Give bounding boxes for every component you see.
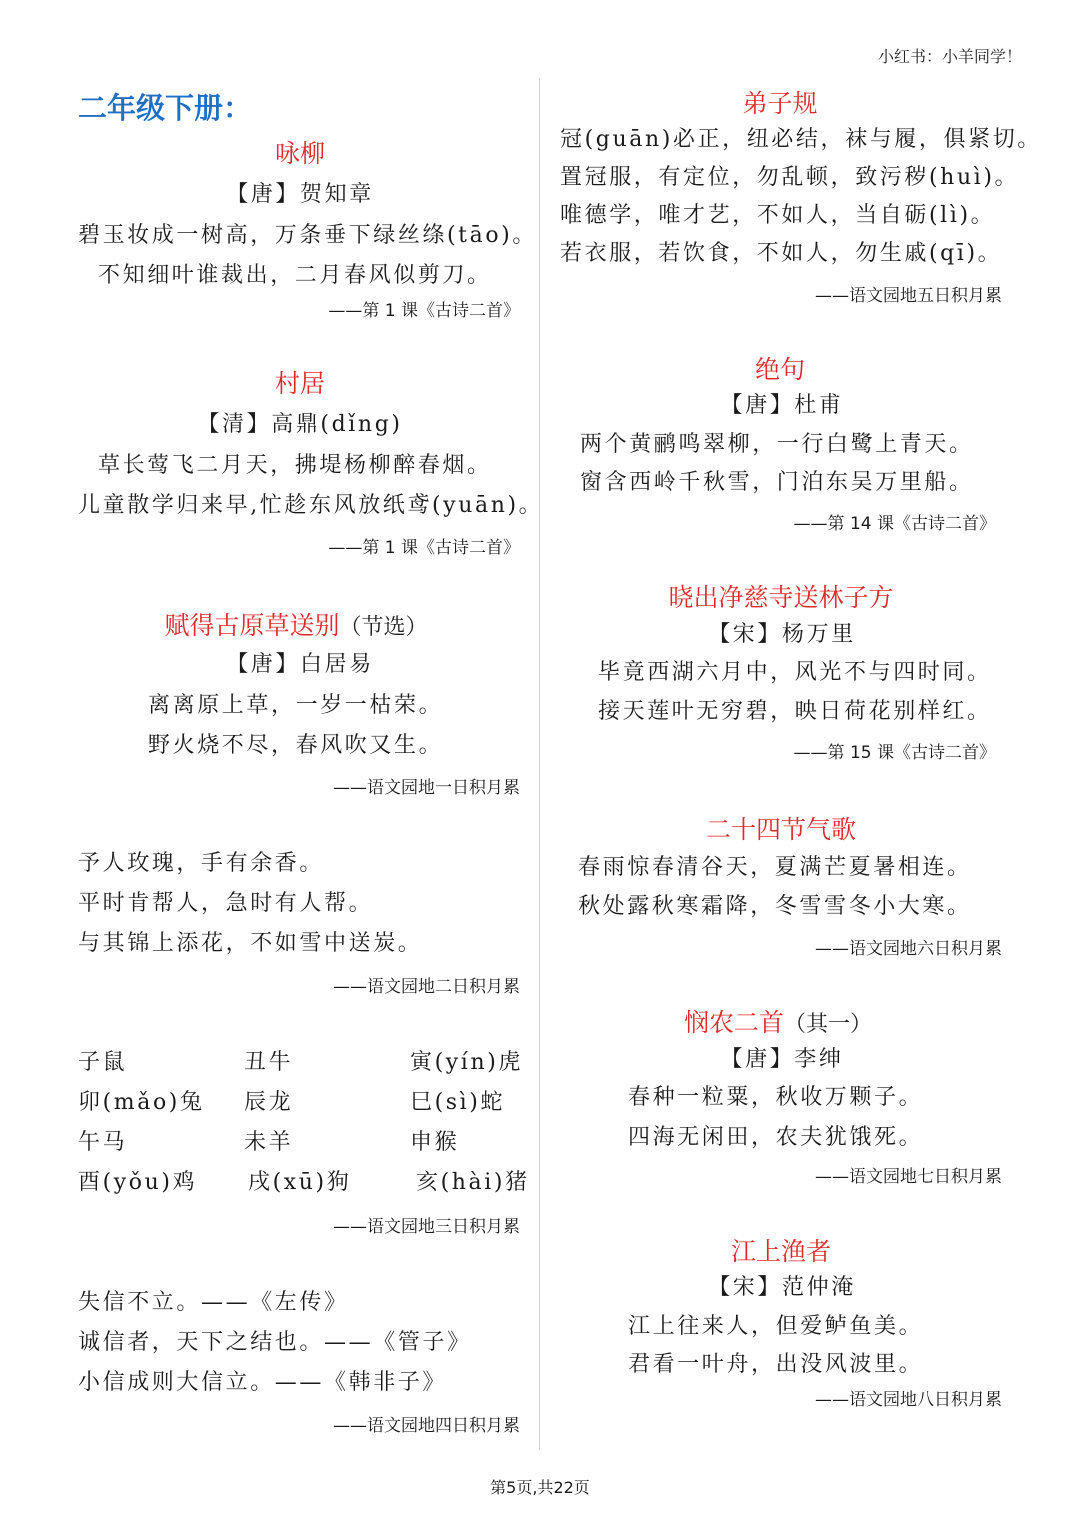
poem-title-suffix: （其一）	[784, 1012, 873, 1037]
poem-line: 离离原上草，一岁一枯荣。	[148, 693, 444, 718]
poem-title-main: 赋得古原草送别	[164, 611, 340, 640]
quote-line: 诚信者，天下之结也。——《管子》	[78, 1330, 472, 1355]
poem-line: 窗含西岭千秋雪，门泊东吴万里船。	[580, 470, 974, 495]
poem-title-suffix: （节选）	[339, 615, 428, 640]
poem-title: 二十四节气歌	[705, 815, 857, 844]
poem-line: 两个黄鹂鸣翠柳，一行白鹭上青天。	[580, 432, 974, 457]
zodiac-cell: 午马	[78, 1130, 128, 1155]
poem-author: 【宋】杨万里	[708, 622, 856, 647]
poem-author: 【清】高鼎(dǐng)	[197, 412, 403, 437]
source-note: ——语文园地六日积月累	[815, 939, 1002, 959]
zodiac-cell: 申猴	[410, 1130, 460, 1155]
poem-title: 村居	[274, 369, 326, 398]
zodiac-cell: 未羊	[244, 1130, 294, 1155]
poem-line: 毕竟西湖六月中，风光不与四时同。	[598, 660, 992, 685]
poem-author: 【宋】范仲淹	[708, 1275, 856, 1300]
source-note: ——语文园地一日积月累	[333, 778, 520, 798]
proverb-line: 与其锦上添花，不如雪中送炭。	[78, 931, 423, 956]
poem-line: 接天莲叶无穷碧，映日荷花别样红。	[598, 699, 992, 724]
quote-line: 小信成则大信立。——《韩非子》	[78, 1370, 448, 1395]
poem-title: 咏柳	[274, 139, 326, 168]
poem-title: 江上渔者	[730, 1237, 832, 1266]
poem-line: 野火烧不尽，春风吹又生。	[148, 733, 444, 758]
source-note: ——语文园地七日积月累	[815, 1167, 1002, 1187]
zodiac-cell: 辰龙	[244, 1090, 294, 1115]
grade-heading: 二年级下册：	[78, 91, 253, 125]
poem-title: 晓出净慈寺送林子方	[668, 583, 894, 612]
zodiac-cell: 巳(sì)蛇	[410, 1090, 506, 1115]
proverb-line: 平时肯帮人，急时有人帮。	[78, 891, 374, 916]
poem-line: 碧玉妆成一树高，万条垂下绿丝绦(tāo)。	[78, 223, 537, 248]
watermark-text: 小红书：小羊同学！	[877, 47, 1022, 66]
source-note: ——语文园地二日积月累	[333, 977, 520, 997]
poem-title-main: 悯农二首	[683, 1008, 784, 1037]
zodiac-cell: 戌(xū)狗	[248, 1170, 352, 1195]
poem-line: 不知细叶谁裁出，二月春风似剪刀。	[98, 263, 492, 288]
poem-title	[164, 606, 427, 642]
poem-line: 江上往来人，但爱鲈鱼美。	[628, 1314, 924, 1339]
zodiac-cell: 亥(hài)猪	[416, 1170, 530, 1195]
poem-line: 四海无闲田，农夫犹饿死。	[628, 1125, 924, 1150]
source-note: ——语文园地四日积月累	[333, 1416, 520, 1436]
poem-line: 唯德学，唯才艺，不如人，当自砺(lì)。	[560, 203, 996, 228]
zodiac-cell: 酉(yǒu)鸡	[78, 1170, 198, 1195]
source-note: ——第 1 课《古诗二首》	[328, 301, 520, 321]
poem-line: 草长莺飞二月天，拂堤杨柳醉春烟。	[98, 453, 492, 478]
poem-author: 【唐】白居易	[226, 652, 374, 677]
column-divider	[539, 78, 540, 1450]
poem-author: 【唐】杜甫	[720, 393, 844, 418]
source-note: ——语文园地八日积月累	[815, 1390, 1002, 1410]
poem-author: 【唐】李绅	[720, 1047, 844, 1072]
zodiac-cell: 丑牛	[244, 1050, 294, 1075]
source-note: ——第 15 课《古诗二首》	[793, 743, 996, 763]
source-note: ——第 1 课《古诗二首》	[328, 538, 520, 558]
zodiac-cell: 子鼠	[78, 1050, 128, 1075]
poem-line: 冠(guān)必正，纽必结，袜与履，俱紧切。	[560, 127, 1042, 152]
zodiac-cell: 寅(yín)虎	[410, 1050, 523, 1075]
source-note: ——语文园地五日积月累	[815, 286, 1002, 306]
source-note: ——语文园地三日积月累	[333, 1217, 520, 1237]
poem-line: 若衣服，若饮食，不如人，勿生戚(qī)。	[560, 241, 1003, 266]
poem-line: 君看一叶舟，出没风波里。	[628, 1352, 924, 1377]
poem-line: 春种一粒粟，秋收万颗子。	[628, 1085, 924, 1110]
poem-title: 绝句	[754, 355, 806, 384]
quote-line: 失信不立。——《左传》	[78, 1290, 349, 1315]
zodiac-cell: 卯(mǎo)兔	[78, 1090, 205, 1115]
poem-line: 儿童散学归来早,忙趁东风放纸鸢(yuān)。	[78, 493, 544, 518]
poem-line: 秋处露秋寒霜降，冬雪雪冬小大寒。	[578, 894, 972, 919]
poem-author: 【唐】贺知章	[226, 182, 374, 207]
source-note: ——第 14 课《古诗二首》	[793, 514, 996, 534]
poem-line: 春雨惊春清谷天，夏满芒夏暑相连。	[578, 855, 972, 880]
poem-line: 置冠服，有定位，勿乱顿，致污秽(huì)。	[560, 165, 1020, 190]
poem-title: 弟子规	[742, 89, 818, 118]
proverb-line: 予人玫瑰，手有余香。	[78, 851, 325, 876]
poem-title	[684, 1003, 872, 1039]
page-number: 第5页,共22页	[490, 1478, 590, 1497]
